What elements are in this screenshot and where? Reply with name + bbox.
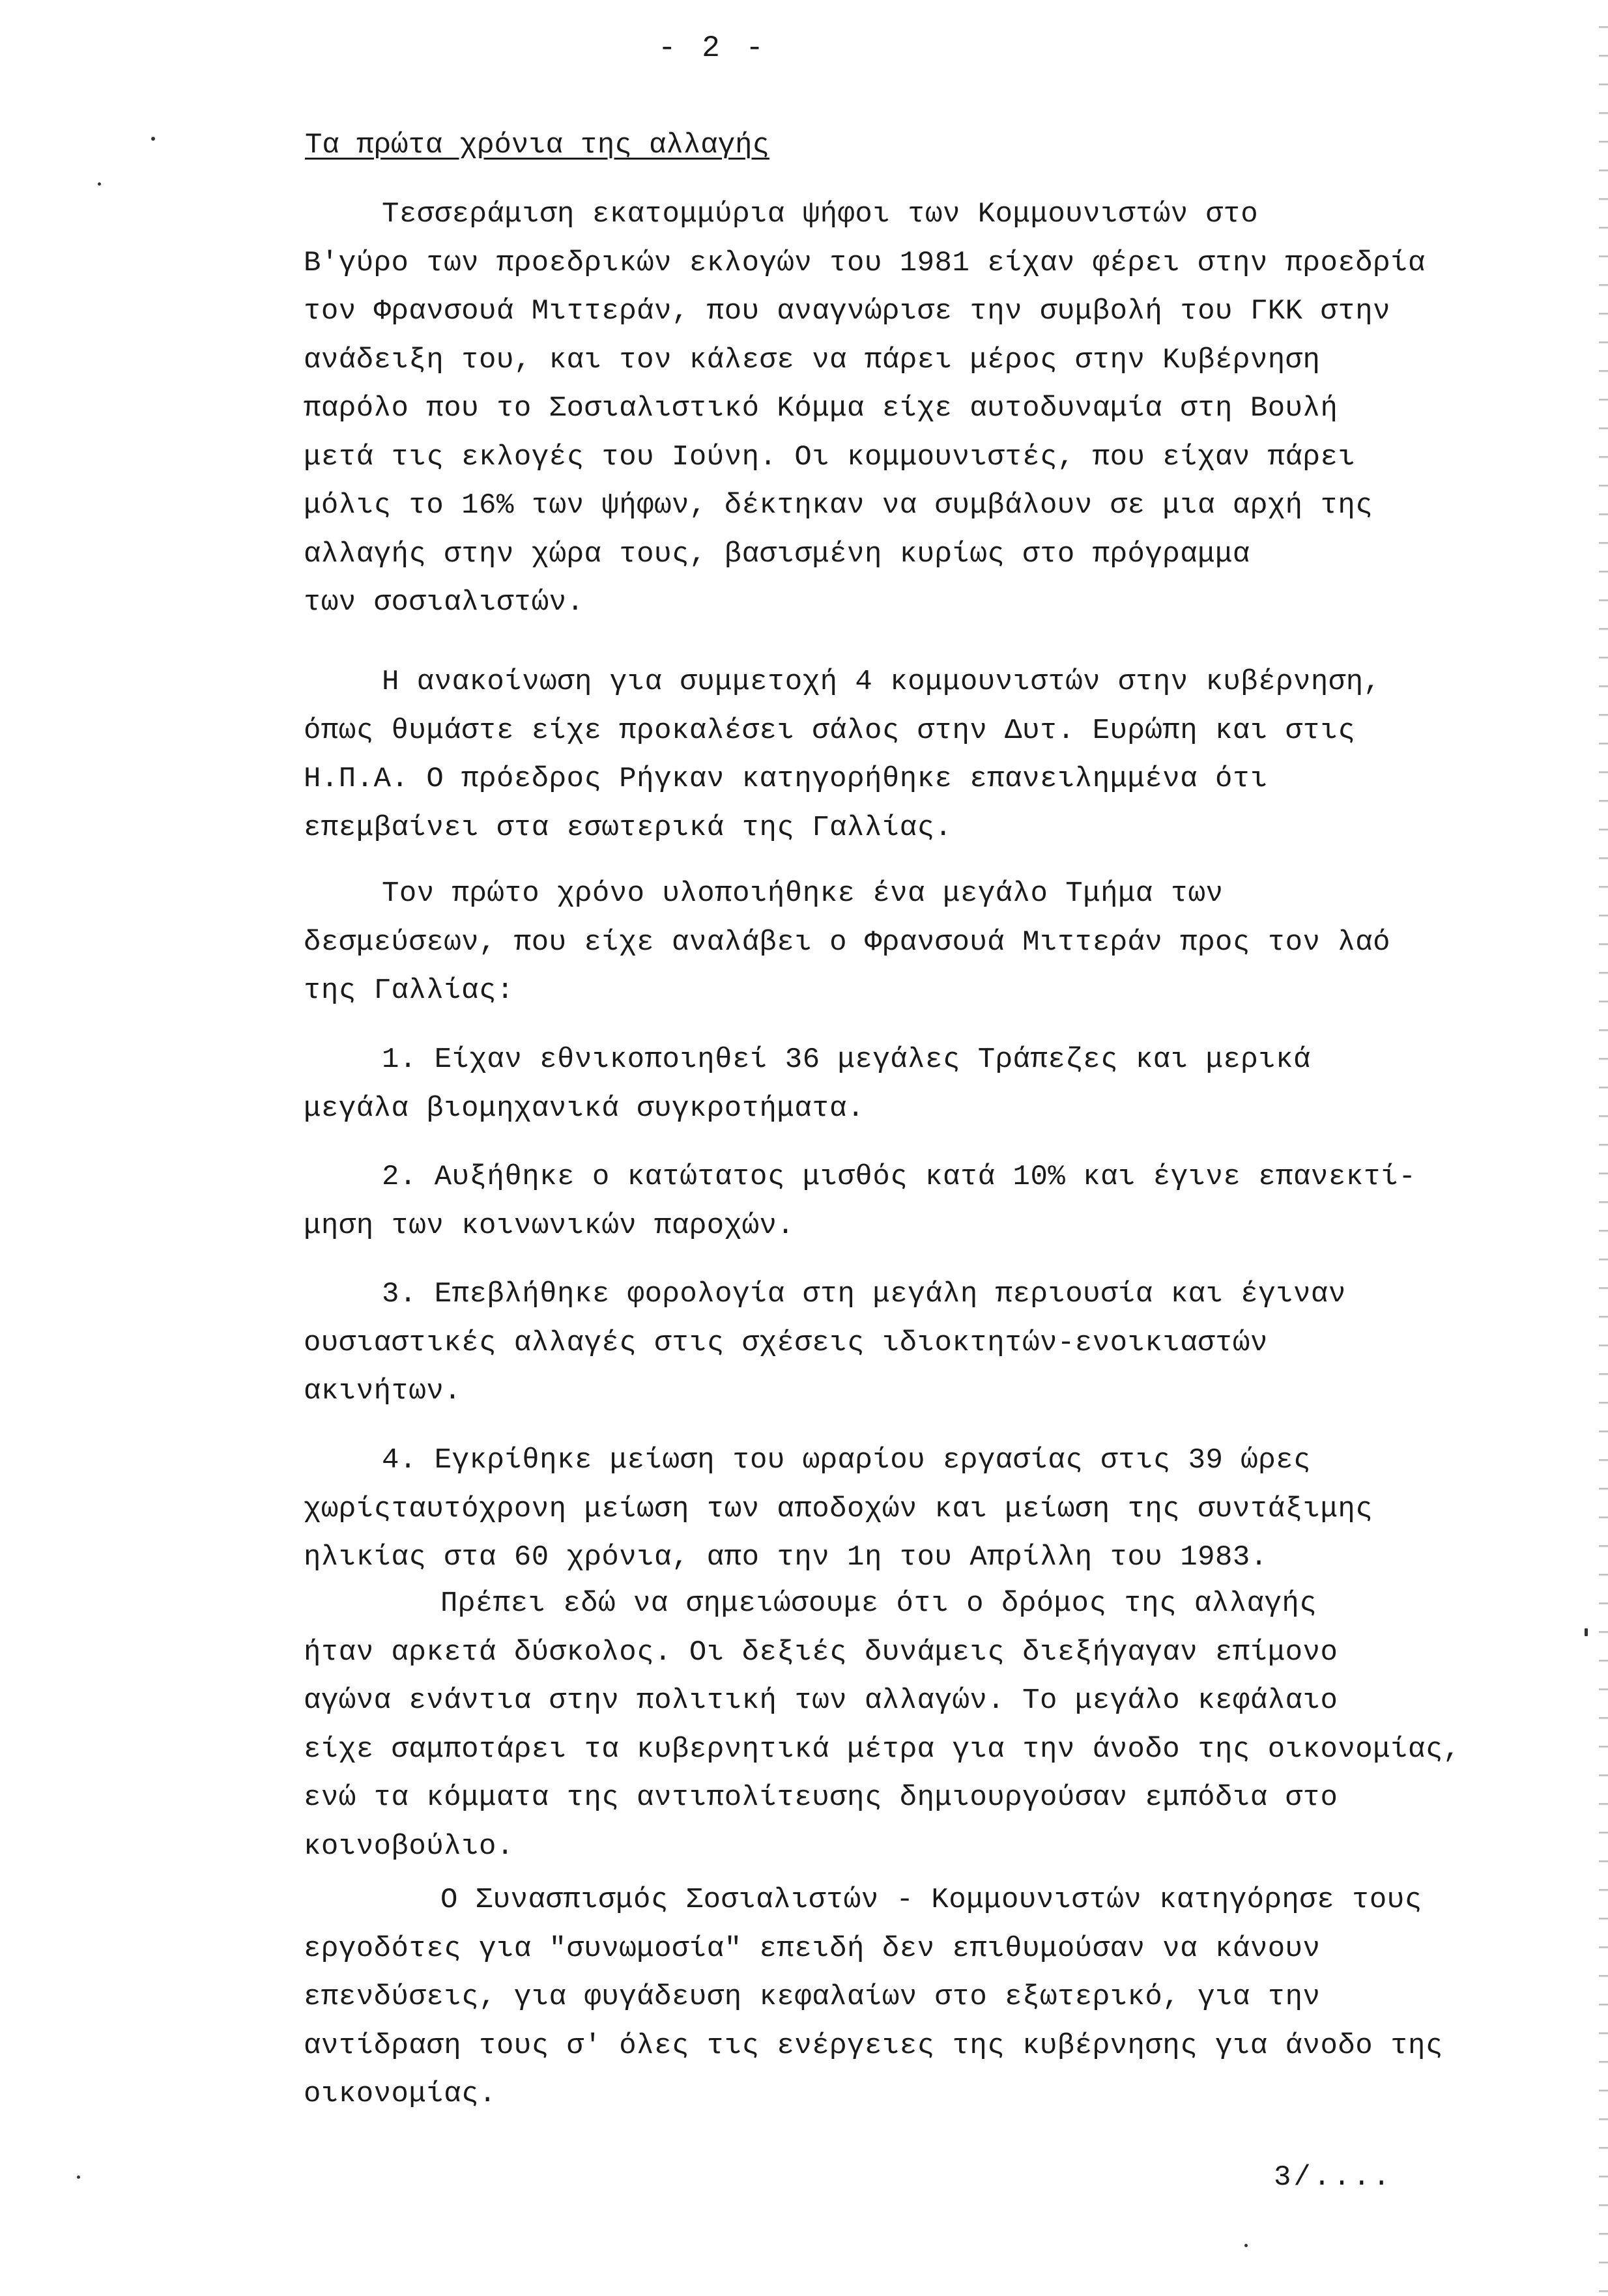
text-line: ήταν αρκετά δύσκολος. Οι δεξιές δυνάμεις διεξήγαγαν επίμονο	[304, 1636, 1338, 1669]
scan-speck	[1585, 1628, 1588, 1636]
scan-speck	[1244, 2244, 1248, 2247]
text-line: της Γαλλίας:	[304, 974, 514, 1007]
paragraph-3	[304, 870, 1600, 1015]
text-line: 2. Αυξήθηκε ο κατώτατος μισθός κατά 10% και έγινε επανεκτί-	[382, 1161, 1416, 1193]
scan-speck	[98, 182, 101, 186]
section-heading: Τα πρώτα χρόνια της αλλαγής	[305, 129, 769, 162]
scan-speck	[151, 137, 155, 141]
page-number: - 2 -	[658, 31, 768, 65]
text-line: ακινήτων.	[304, 1375, 462, 1408]
text-line: επεμβαίνει στα εσωτερικά της Γαλλίας.	[304, 811, 953, 844]
text-line: εργοδότες για "συνωμοσία" επειδή δεν επιθυμούσαν να κάνουν	[304, 1932, 1321, 1965]
list-item-3	[304, 1270, 1600, 1416]
text-line: ουσιαστικές αλλαγές στις σχέσεις ιδιοκτητών-ενοικιαστών	[304, 1326, 1268, 1359]
list-item-4	[304, 1436, 1600, 1582]
text-line: Τεσσεράμιση εκατομμύρια ψήφοι των Κομμουνιστών στο	[382, 198, 1259, 231]
text-line: 1. Είχαν εθνικοποιηθεί 36 μεγάλες Τράπεζες και μερικά	[382, 1043, 1311, 1076]
text-line: αλλαγής στην χώρα τους, βασισμένη κυρίως στο πρόγραμμα	[304, 537, 1250, 571]
text-line: παρόλο που το Σοσιαλιστικό Κόμμα είχε αυτοδυναμία στη Βουλή	[304, 392, 1338, 425]
text-line: χωρίςταυτόχρονη μείωση των αποδοχών και μείωση της συντάξιμης	[304, 1492, 1373, 1525]
text-line: μόλις το 16% των ψήφων, δέκτηκαν να συμβάλουν σε μια αρχή της	[304, 489, 1373, 522]
text-line: Ο Συνασπισμός Σοσιαλιστών - Κομμουνιστών κατηγόρησε τους	[440, 1884, 1422, 1916]
text-line: μηση των κοινωνικών παροχών.	[304, 1209, 795, 1242]
list-item-2	[304, 1153, 1600, 1250]
text-line: Β'γύρο των προεδρικών εκλογών του 1981 είχαν φέρει στην προεδρία	[304, 246, 1426, 279]
text-line: ηλικίας στα 60 χρόνια, απο την 1η του Απρίλλη του 1983.	[304, 1541, 1268, 1574]
text-line: αγώνα ενάντια στην πολιτική των αλλαγών. Το μεγάλο κεφάλαιο	[304, 1684, 1338, 1717]
paragraph-5	[304, 1876, 1600, 2119]
text-line: μετά τις εκλογές του Ιούνη. Οι κομμουνιστές, που είχαν πάρει	[304, 440, 1356, 474]
text-line: είχε σαμποτάρει τα κυβερνητικά μέτρα για την άνοδο της οικονομίας,	[304, 1733, 1461, 1766]
scan-edge-noise	[1599, 0, 1608, 2296]
text-line: των σοσιαλιστών.	[304, 586, 584, 619]
list-item-1	[304, 1036, 1600, 1133]
text-line: Πρέπει εδώ να σημειώσουμε ότι ο δρόμος της αλλαγής	[440, 1587, 1317, 1620]
paragraph-2	[304, 658, 1600, 852]
text-line: δεσμεύσεων, που είχε αναλάβει ο Φρανσουά Μιττεράν προς τον λαό	[304, 926, 1391, 959]
text-line: 4. Εγκρίθηκε μείωση του ωραρίου εργασίας στις 39 ώρες	[382, 1444, 1311, 1477]
text-line: επενδύσεις, για φυγάδευση κεφαλαίων στο εξωτερικό, για την	[304, 1981, 1321, 2013]
text-line: Η ανακοίνωση για συμμετοχή 4 κομμουνιστών στην κυβέρνηση,	[382, 666, 1381, 698]
text-line: ενώ τα κόμματα της αντιπολίτευσης δημιουργούσαν εμπόδια στο	[304, 1781, 1338, 1814]
paragraph-4	[304, 1580, 1600, 1871]
continuation-marker: 3/....	[1274, 2161, 1393, 2194]
text-line: ανάδειξη του, και τον κάλεσε να πάρει μέρος στην Κυβέρνηση	[304, 343, 1321, 376]
text-line: Τον πρώτο χρόνο υλοποιήθηκε ένα μεγάλο Τμήμα των	[382, 877, 1224, 910]
text-line: οικονομίας.	[304, 2078, 496, 2110]
paragraph-1	[304, 190, 1600, 627]
text-line: τον Φρανσουά Μιττεράν, που αναγνώρισε την συμβολή του ΓΚΚ στην	[304, 295, 1391, 328]
text-line: μεγάλα βιομηχανικά συγκροτήματα.	[304, 1092, 865, 1125]
text-line: όπως θυμάστε είχε προκαλέσει σάλος στην Δυτ. Ευρώπη και στις	[304, 714, 1356, 747]
text-line: αντίδραση τους σ' όλες τις ενέργειες της κυβέρνησης για άνοδο της	[304, 2029, 1443, 2062]
scan-speck	[77, 2176, 80, 2179]
text-line: κοινοβούλιο.	[304, 1830, 514, 1863]
text-line: Η.Π.Α. Ο πρόεδρος Ρήγκαν κατηγορήθηκε επανειλημμένα ότι	[304, 763, 1268, 795]
text-line: 3. Επεβλήθηκε φορολογία στη μεγάλη περιουσία και έγιναν	[382, 1278, 1346, 1311]
